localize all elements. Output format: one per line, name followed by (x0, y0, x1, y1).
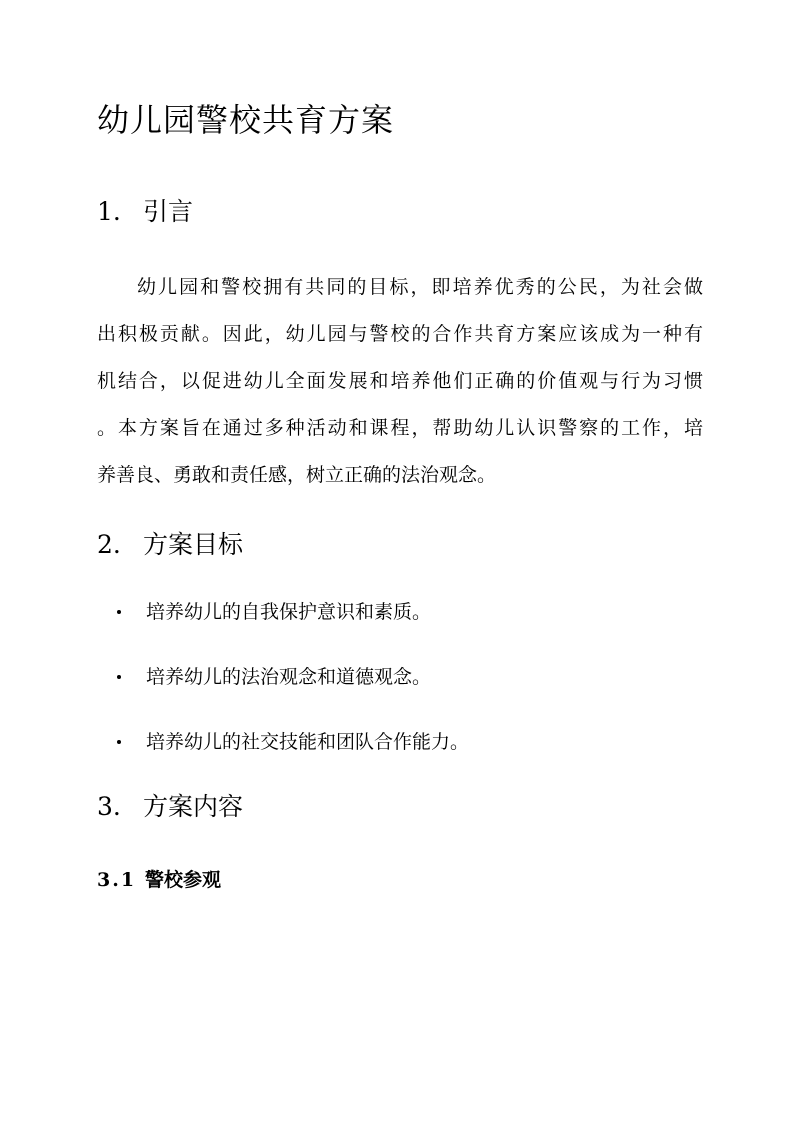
section-title: 方案目标 (143, 530, 244, 559)
list-item (117, 596, 469, 661)
bullet-dot-icon (117, 675, 121, 679)
paragraph-line: 幼儿园和警校拥有共同的目标，即培养优秀的公民，为社会做 (137, 276, 703, 298)
bullet-dot-icon (117, 610, 121, 614)
section-heading-content (97, 789, 243, 825)
goals-list (117, 596, 469, 791)
paragraph-line: 出积极贡献。因此，幼儿园与警校的合作共育方案应该成为一种有 (97, 323, 703, 345)
paragraph-line: 养善良、勇敢和责任感，树立正确的法治观念。 (97, 464, 497, 486)
list-item-text: 培养幼儿的自我保护意识和素质。 (146, 601, 432, 623)
section-heading-introduction (97, 194, 193, 230)
paragraph-line: 。本方案旨在通过多种活动和课程，帮助幼儿认识警察的工作，培 (97, 417, 703, 439)
section-number: 1. (97, 197, 121, 226)
subsection-title: 警校参观 (145, 869, 222, 891)
section-title: 引言 (143, 197, 194, 226)
document-title: 幼儿园警校共育方案 (97, 101, 395, 139)
section-number: 2. (97, 530, 121, 559)
list-item (117, 726, 469, 791)
section-title: 方案内容 (143, 792, 244, 821)
bullet-dot-icon (117, 740, 121, 744)
section-number: 3. (97, 792, 121, 821)
section-heading-goals (97, 527, 243, 563)
paragraph-line: 机结合，以促进幼儿全面发展和培养他们正确的价值观与行为习惯 (97, 370, 703, 392)
subsection-heading-visit (97, 866, 221, 894)
subsection-number: 3.1 (97, 869, 137, 891)
list-item-text: 培养幼儿的法治观念和道德观念。 (146, 666, 432, 688)
list-item-text: 培养幼儿的社交技能和团队合作能力。 (146, 731, 470, 753)
list-item (117, 661, 469, 726)
introduction-paragraph (97, 264, 703, 499)
